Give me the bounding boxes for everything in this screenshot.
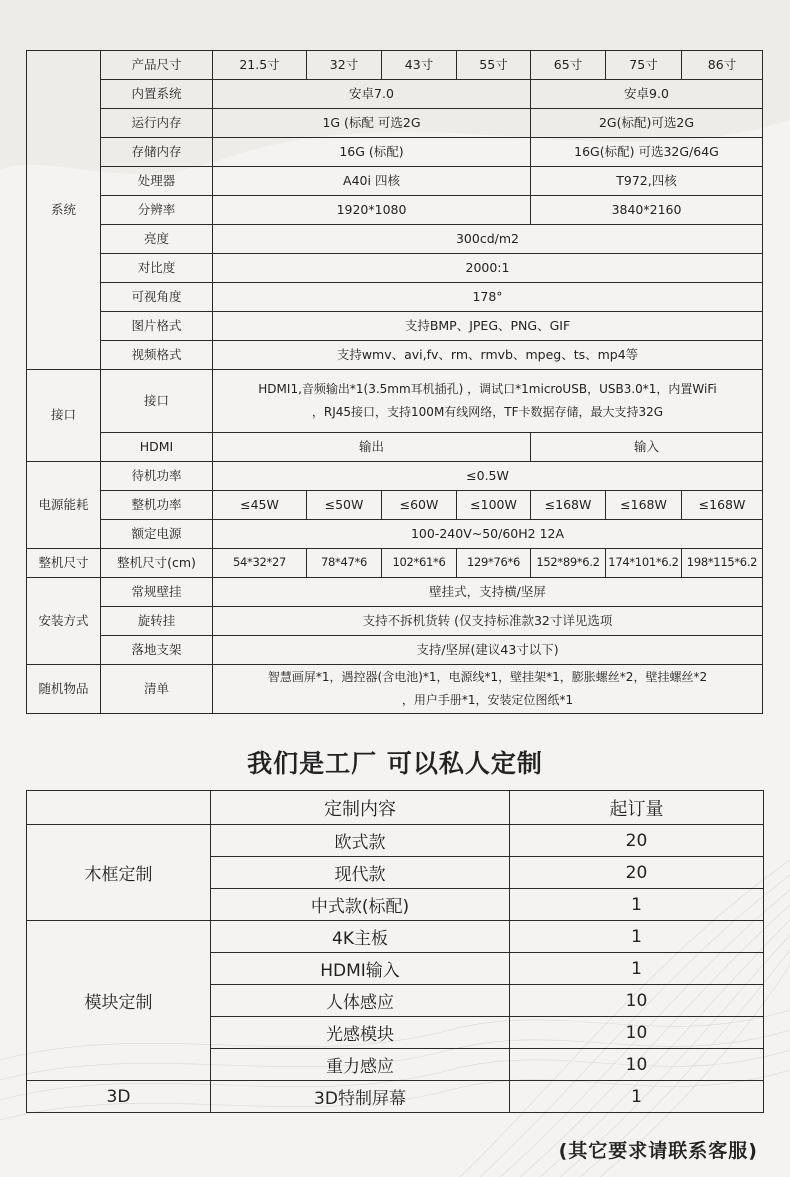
custom-item: 光感模块 (211, 1017, 510, 1049)
section-mounting: 安装方式 (27, 578, 101, 665)
label-ram: 运行内存 (101, 109, 213, 138)
cpu-value-b: T972,四核 (531, 167, 763, 196)
label-accessories: 清单 (101, 665, 213, 714)
row-os (27, 80, 763, 109)
custom-item: 人体感应 (211, 985, 510, 1017)
custom-item: 现代款 (211, 857, 510, 889)
row-rotate-mount (27, 607, 763, 636)
custom-qty: 1 (510, 889, 764, 921)
custom-row (27, 1081, 764, 1113)
resolution-value-b: 3840*2160 (531, 196, 763, 225)
custom-row (27, 921, 764, 953)
custom-qty: 1 (510, 953, 764, 985)
custom-header-moq: 起订量 (510, 791, 764, 825)
row-hdmi (27, 433, 763, 462)
label-dimension: 整机尺寸(cm) (101, 549, 213, 578)
row-dimensions (27, 549, 763, 578)
label-floor-stand: 落地支架 (101, 636, 213, 665)
custom-row (27, 825, 764, 857)
custom-qty: 10 (510, 1017, 764, 1049)
custom-item: 中式款(标配) (211, 889, 510, 921)
row-ram (27, 109, 763, 138)
size-cell: 43寸 (382, 51, 457, 80)
ram-value-b: 2G(标配)可选2G (531, 109, 763, 138)
dimension-cell: 54*32*27 (213, 549, 307, 578)
brightness-value: 300cd/m2 (213, 225, 763, 254)
custom-item: 欧式款 (211, 825, 510, 857)
row-angle (27, 283, 763, 312)
group-module: 模块定制 (27, 921, 211, 1081)
label-brightness: 亮度 (101, 225, 213, 254)
section-accessories: 随机物品 (27, 665, 101, 714)
label-rated-power: 额定电源 (101, 520, 213, 549)
dimension-cell: 198*115*6.2 (682, 549, 763, 578)
row-image-format (27, 312, 763, 341)
label-rotate-mount: 旋转挂 (101, 607, 213, 636)
label-size: 产品尺寸 (101, 51, 213, 80)
ports-line-2: ，RJ45接口，支持100M有线网络，TF卡数据存储，最大支持32G (311, 405, 664, 419)
rated-power-value: 100-240V~50/60H2 12A (213, 520, 763, 549)
power-cell: ≤168W (682, 491, 763, 520)
label-ports: 接口 (101, 370, 213, 433)
image-format-value: 支持BMP、JPEG、PNG、GIF (213, 312, 763, 341)
row-sizes (27, 51, 763, 80)
label-resolution: 分辨率 (101, 196, 213, 225)
row-brightness (27, 225, 763, 254)
spec-table (26, 50, 763, 714)
row-contrast (27, 254, 763, 283)
rotate-mount-value: 支持不拆机货转 (仅支持标准款32寸详见选项 (213, 607, 763, 636)
custom-item: 3D特制屏幕 (211, 1081, 510, 1113)
row-ports (27, 370, 763, 433)
storage-value-a: 16G (标配) (213, 138, 531, 167)
os-value-b: 安卓9.0 (531, 80, 763, 109)
row-floor-stand (27, 636, 763, 665)
hdmi-output: 输出 (213, 433, 531, 462)
row-cpu (27, 167, 763, 196)
label-standby-power: 待机功率 (101, 462, 213, 491)
ram-value-a: 1G (标配 可选2G (213, 109, 531, 138)
power-cell: ≤45W (213, 491, 307, 520)
custom-header-blank (27, 791, 211, 825)
custom-item: 重力感应 (211, 1049, 510, 1081)
dimension-cell: 102*61*6 (382, 549, 457, 578)
group-3d: 3D (27, 1081, 211, 1113)
label-storage: 存储内存 (101, 138, 213, 167)
dimension-cell: 152*89*6.2 (531, 549, 606, 578)
size-cell: 65寸 (531, 51, 606, 80)
label-video-format: 视频格式 (101, 341, 213, 370)
ports-line-1: HDMI1,音频输出*1(3.5mm耳机插孔) ，调试口*1microUSB，USB3.0*1，内置WiFi (258, 382, 717, 396)
custom-qty: 10 (510, 1049, 764, 1081)
angle-value: 178° (213, 283, 763, 312)
label-wall-mount: 常规壁挂 (101, 578, 213, 607)
dimension-cell: 174*101*6.2 (606, 549, 682, 578)
custom-item: 4K主板 (211, 921, 510, 953)
custom-qty: 20 (510, 857, 764, 889)
row-full-power (27, 491, 763, 520)
resolution-value-a: 1920*1080 (213, 196, 531, 225)
dimension-cell: 129*76*6 (457, 549, 531, 578)
size-cell: 55寸 (457, 51, 531, 80)
accessories-value (213, 665, 763, 714)
standby-power-value: ≤0.5W (213, 462, 763, 491)
section-interface: 接口 (27, 370, 101, 462)
factory-headline: 我们是工厂 可以私人定制 (247, 749, 543, 778)
row-video-format (27, 341, 763, 370)
label-full-power: 整机功率 (101, 491, 213, 520)
row-rated-power (27, 520, 763, 549)
power-cell: ≤60W (382, 491, 457, 520)
power-cell: ≤50W (307, 491, 382, 520)
contrast-value: 2000:1 (213, 254, 763, 283)
accessories-line-1: 智慧画屏*1，遇控器(含电池)*1，电源线*1，壁挂架*1，膨胀螺丝*2，壁挂螺丝*2 (267, 670, 708, 684)
power-cell: ≤168W (606, 491, 682, 520)
floor-stand-value: 支持/坚屏(建议43寸以下) (213, 636, 763, 665)
section-system: 系统 (27, 51, 101, 370)
section-dimension: 整机尺寸 (27, 549, 101, 578)
label-hdmi: HDMI (101, 433, 213, 462)
custom-qty: 20 (510, 825, 764, 857)
custom-header-row (27, 791, 764, 825)
row-resolution (27, 196, 763, 225)
ports-value (213, 370, 763, 433)
dimension-cell: 78*47*6 (307, 549, 382, 578)
label-cpu: 处理器 (101, 167, 213, 196)
video-format-value: 支持wmv、avi,fv、rm、rmvb、mpeg、ts、mp4等 (213, 341, 763, 370)
wall-mount-value: 壁挂式，支持横/坚屏 (213, 578, 763, 607)
size-cell: 75寸 (606, 51, 682, 80)
label-contrast: 对比度 (101, 254, 213, 283)
label-angle: 可视角度 (101, 283, 213, 312)
section-power: 电源能耗 (27, 462, 101, 549)
size-cell: 86寸 (682, 51, 763, 80)
hdmi-input: 输入 (531, 433, 763, 462)
custom-item: HDMI输入 (211, 953, 510, 985)
label-image-format: 图片格式 (101, 312, 213, 341)
group-wood-frame: 木框定制 (27, 825, 211, 921)
storage-value-b: 16G(标配) 可选32G/64G (531, 138, 763, 167)
row-standby-power (27, 462, 763, 491)
cpu-value-a: A40i 四核 (213, 167, 531, 196)
size-cell: 21.5寸 (213, 51, 307, 80)
contact-footnote: (其它要求请联系客服) (558, 1140, 758, 1162)
os-value-a: 安卓7.0 (213, 80, 531, 109)
custom-qty: 1 (510, 921, 764, 953)
row-storage (27, 138, 763, 167)
power-cell: ≤168W (531, 491, 606, 520)
size-cell: 32寸 (307, 51, 382, 80)
power-cell: ≤100W (457, 491, 531, 520)
row-accessories (27, 665, 763, 714)
row-wall-mount (27, 578, 763, 607)
custom-qty: 1 (510, 1081, 764, 1113)
accessories-line-2: ，用户手册*1，安装定位图纸*1 (401, 693, 574, 707)
customization-table (26, 790, 764, 1113)
custom-qty: 10 (510, 985, 764, 1017)
label-os: 内置系统 (101, 80, 213, 109)
custom-header-content: 定制内容 (211, 791, 510, 825)
